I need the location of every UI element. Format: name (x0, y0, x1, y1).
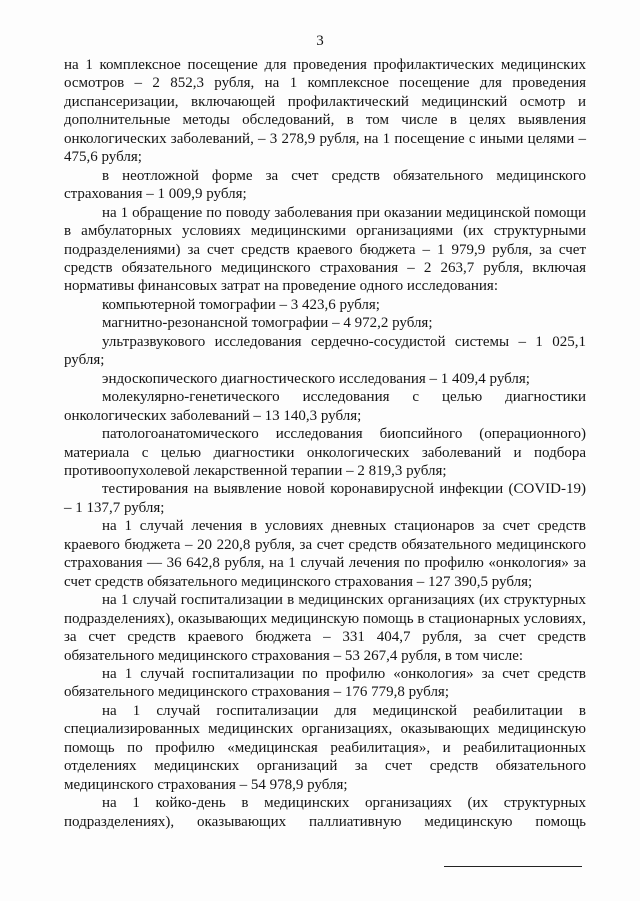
paragraph: патологоанатомического исследования биопсийного (операционного) материала с целью диагностики онкологических заболеваний и подбора противоопухолевой лекарственной терапии – 2 819,3 рубля; (64, 426, 586, 479)
paragraph: на 1 случай госпитализации для медицинской реабилитации в специализированных медицинских организациях, оказывающих медицинскую помощь по профилю «медицинская реабилитация», и реабилитационных отделениях медицинских организаций за счет средств обязательного медицинского страхования – 54 978,9 рубля; (64, 702, 586, 793)
document-body (64, 56, 586, 831)
paragraph: на 1 случай лечения в условиях дневных стационаров за счет средств краевого бюджета – 20 220,8 рубля, за счет средств обязательного медицинского страхования — 36 642,8 рубля, на 1 случай лечения по профилю «онкология» за счет средств обязательного медицинского страхования – 127 390,5 рубля; (64, 518, 586, 590)
paragraph: тестирования на выявление новой коронавирусной инфекции (COVID-19) – 1 137,7 рубля; (64, 481, 586, 516)
paragraph: на 1 комплексное посещение для проведения профилактических медицинских осмотров – 2 852,3 рубля, на 1 комплексное посещение для проведения диспансеризации, включающей профилактический медицинский осмотр и дополнительные методы обследований, в том числе в целях выявления онкологических заболеваний, – 3 278,9 рубля, на 1 посещение с иными целями – 475,6 рубля; (64, 57, 586, 166)
paragraph: на 1 койко-день в медицинских организациях (их структурных подразделениях), оказывающих паллиативную медицинскую помощь (64, 795, 586, 830)
paragraph: молекулярно-генетического исследования с целью диагностики онкологических заболеваний – 13 140,3 рубля; (64, 389, 586, 424)
paragraph: на 1 случай госпитализации по профилю «онкология» за счет средств обязательного медицинского страхования – 176 779,8 рубля; (64, 665, 586, 701)
paragraph: компьютерной томографии – 3 423,6 рубля; (102, 296, 380, 313)
paragraph: магнитно-резонансной томографии – 4 972,2 рубля; (102, 315, 433, 332)
paragraph: на 1 обращение по поводу заболевания при оказании медицинской помощи в амбулаторных условиях медицинскими организациями (их структурными подразделениями) за счет средств краевого бюджета – 1 979,9 рубля, за счет средств обязательного медицинского страхования – 2 263,7 рубля, включая нормативы финансовых затрат на проведение одного исследования: (64, 204, 586, 295)
paragraph: в неотложной форме за счет средств обязательного медицинского страхования – 1 009,9 рубля; (64, 167, 586, 203)
page-number: 3 (316, 33, 324, 49)
paragraph: эндоскопического диагностического исследования – 1 409,4 рубля; (102, 370, 530, 387)
paragraph: ультразвукового исследования сердечно-сосудистой системы – 1 025,1 рубля; (64, 333, 586, 369)
footer-rule (444, 866, 582, 867)
paragraph: на 1 случай госпитализации в медицинских организациях (их структурных подразделениях), оказывающих медицинскую помощь в стационарных условиях, за счет средств краевого бюджета – 331 404,7 рубля, за счет средств обязательного медицинского страхования – 53 267,4 рубля, в том числе: (64, 592, 586, 664)
